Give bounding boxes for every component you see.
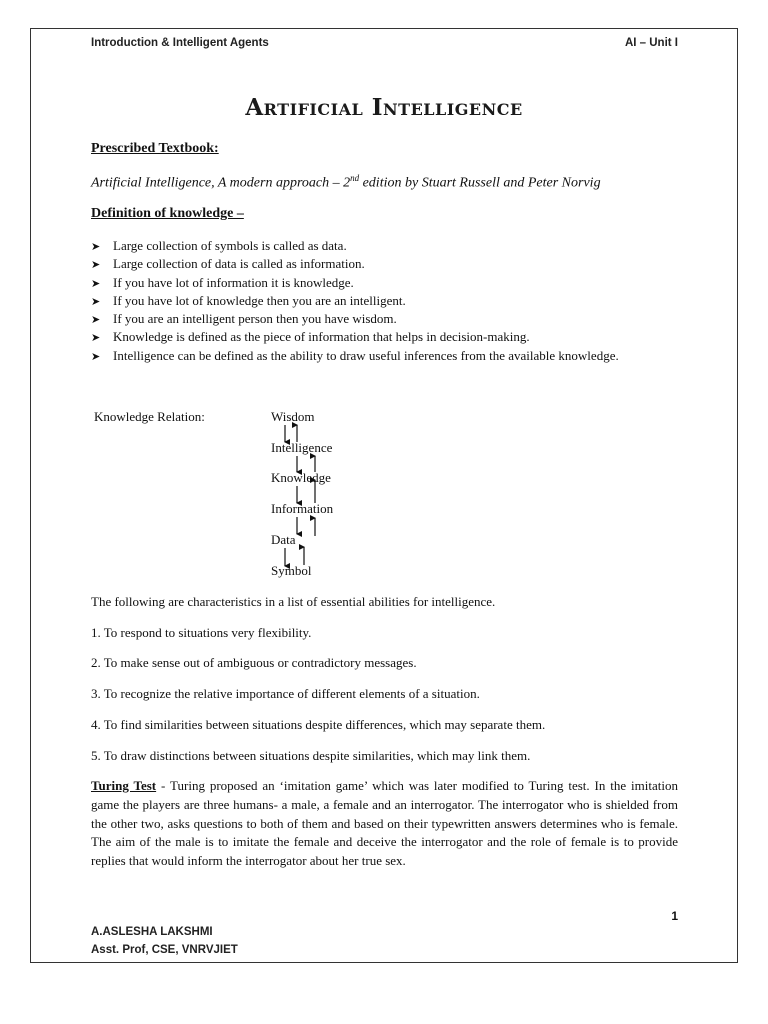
header-course-title: Introduction & Intelligent Agents: [91, 37, 269, 49]
page-number: 1: [671, 909, 678, 923]
turing-test-paragraph: [91, 777, 678, 871]
arrowhead-bullet-icon: ➤: [91, 349, 101, 363]
arrowhead-bullet-icon: ➤: [91, 258, 101, 272]
relation-level-data: Data: [271, 532, 296, 547]
list-item: ➤ If you are an intelligent person then you have wisdom.: [91, 310, 619, 328]
arrowhead-bullet-icon: ➤: [91, 313, 101, 327]
arrowhead-bullet-icon: ➤: [91, 331, 101, 345]
textbook-heading: Prescribed Textbook:: [91, 141, 219, 156]
list-item: ➤ Knowledge is defined as the piece of information that helps in decision-making.: [91, 328, 619, 346]
arrowhead-bullet-icon: ➤: [91, 276, 101, 290]
list-item: ➤ If you have lot of information it is knowledge.: [91, 274, 619, 292]
turing-test-label: Turing Test: [91, 778, 157, 793]
list-item: ➤ Large collection of symbols is called as data.: [91, 237, 619, 255]
knowledge-relation-label: Knowledge Relation:: [94, 409, 205, 424]
characteristic-item: 5. To draw distinctions between situations despite similarities, which may link them.: [91, 748, 531, 763]
list-item: ➤ If you have lot of knowledge then you are an intelligent.: [91, 292, 619, 310]
characteristic-item: 2. To make sense out of ambiguous or contradictory messages.: [91, 655, 417, 670]
knowledge-bullet-list: [91, 237, 619, 365]
relation-level-knowledge: Knowledge: [271, 470, 331, 485]
characteristics-intro: The following are characteristics in a list of essential abilities for intelligence.: [91, 594, 496, 609]
list-item: ➤ Intelligence can be defined as the ability to draw useful inferences from the available knowledge.: [91, 347, 619, 365]
characteristic-item: 1. To respond to situations very flexibility.: [91, 625, 312, 640]
list-item: ➤ Large collection of data is called as information.: [91, 255, 619, 273]
footer-position: Asst. Prof, CSE, VNRVJIET: [91, 944, 238, 956]
textbook-citation: Artificial Intelligence, A modern approach – 2nd edition by Stuart Russell and Peter Norvig: [91, 173, 601, 191]
turing-test-text: - Turing proposed an ‘imitation game’ which was later modified to Turing test. In the imitation game the players are three humans- a male, a female and an interrogator. The interrogator who is shielded from the other two, asks questions to both of them and based on their typewritten answers determines who is female. The aim of the male is to imitate the female and deceive the interrogator and the role of female is to provide replies that would inform the interrogator about her true sex.: [91, 778, 678, 869]
footer-author: A.ASLESHA LAKSHMI: [91, 926, 213, 938]
header-unit: AI – Unit I: [624, 37, 678, 49]
knowledge-heading: Definition of knowledge –: [91, 206, 244, 221]
relation-level-intelligence: Intelligence: [271, 440, 333, 455]
document-title: Artificial Intelligence: [245, 94, 523, 121]
arrowhead-bullet-icon: ➤: [91, 294, 101, 308]
relation-level-symbol: Symbol: [271, 563, 312, 578]
relation-level-wisdom: Wisdom: [271, 409, 315, 424]
characteristic-item: 3. To recognize the relative importance of different elements of a situation.: [91, 686, 480, 701]
characteristic-item: 4. To find similarities between situations despite differences, which may separate them.: [91, 717, 546, 732]
relation-level-information: Information: [271, 501, 334, 516]
arrowhead-bullet-icon: ➤: [91, 240, 101, 253]
